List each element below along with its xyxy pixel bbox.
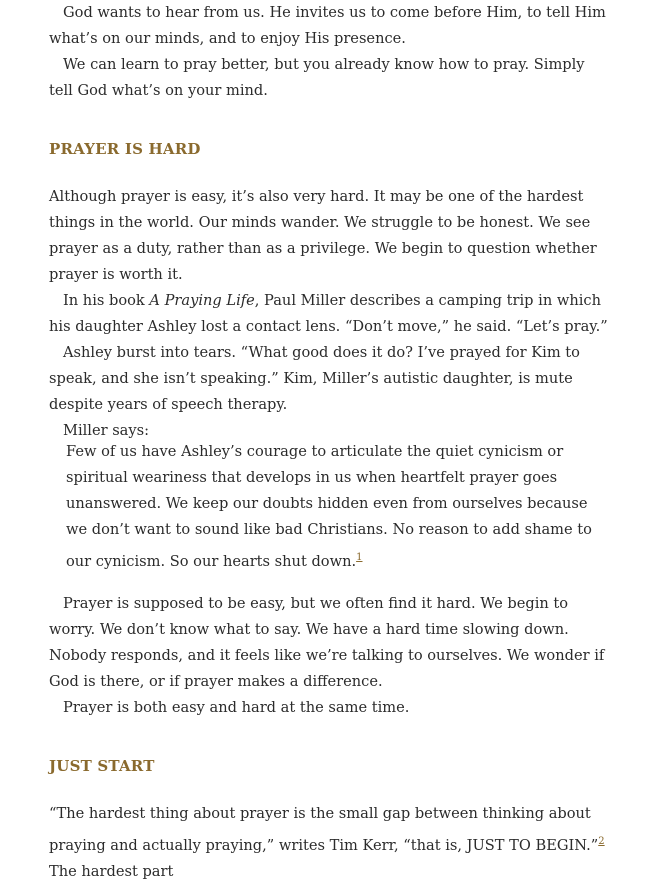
section-heading-just-start: JUST START xyxy=(49,757,155,775)
quote-text: Few of us have Ashley’s courage to articulate the quiet cynicism or spiritual weariness that develops in us when heartfelt prayer goes unanswered. We keep our doubts hidden even from ourselves because we don’t want to sound like bad Christians. No reason to add shame to our cynicism. So our hearts shut down. xyxy=(66,443,592,570)
text-segment: The hardest part xyxy=(49,862,174,880)
block-quote-text xyxy=(66,439,594,575)
block-quote xyxy=(66,439,594,575)
section-prayer-is-hard xyxy=(49,184,611,444)
section-just-start xyxy=(49,801,611,885)
footnote-link-2[interactable]: 2 xyxy=(598,836,605,847)
text-segment: , Paul Miller describes a camping trip in which his daughter Ashley lost a contact lens. “Don’t move,” he said. “Let’s pray.” xyxy=(49,292,608,335)
paragraph-miller-says: Miller says: xyxy=(63,422,150,439)
text-segment: “The hardest thing about prayer is the small gap between thinking about praying and actually praying,” writes Tim Kerr, “that is, JUST TO BEGIN.” xyxy=(49,805,599,854)
text-segment: In his book xyxy=(63,292,150,309)
paragraph-prayer-is-hard-1: Although prayer is easy, it’s also very hard. It may be one of the hardest things in the world. Our minds wander. We struggle to be honest. We see prayer as a duty, rather than as a privilege. We begin to question whether prayer is worth it. xyxy=(49,188,597,283)
paragraph-hardest-thing xyxy=(49,801,611,885)
section-heading-prayer-is-hard: PRAYER IS HARD xyxy=(49,140,201,158)
book-title: A Praying Life xyxy=(149,292,255,309)
intro-paragraph-1: God wants to hear from us. He invites us to come before Him, to tell Him what’s on our minds, and to enjoy His presence. xyxy=(49,4,606,47)
paragraph-ashley: Ashley burst into tears. “What good does it do? I’ve prayed for Kim to speak, and she isn’t speaking.” Kim, Miller’s autistic daughter, is mute despite years of speech therapy. xyxy=(49,344,580,413)
paragraph-both-easy-hard: Prayer is both easy and hard at the same time. xyxy=(63,699,410,716)
paragraph-praying-life xyxy=(49,288,611,340)
intro-block xyxy=(49,0,611,104)
footnote-link-1[interactable]: 1 xyxy=(356,552,363,563)
section-prayer-is-hard-cont xyxy=(49,591,611,721)
intro-paragraph-2: We can learn to pray better, but you already know how to pray. Simply tell God what’s on your mind. xyxy=(49,56,585,99)
paragraph-supposed-easy: Prayer is supposed to be easy, but we often find it hard. We begin to worry. We don’t know what to say. We have a hard time slowing down. Nobody responds, and it feels like we’re talking to ourselves. We wonder if God is there, or if prayer makes a difference. xyxy=(49,595,605,690)
